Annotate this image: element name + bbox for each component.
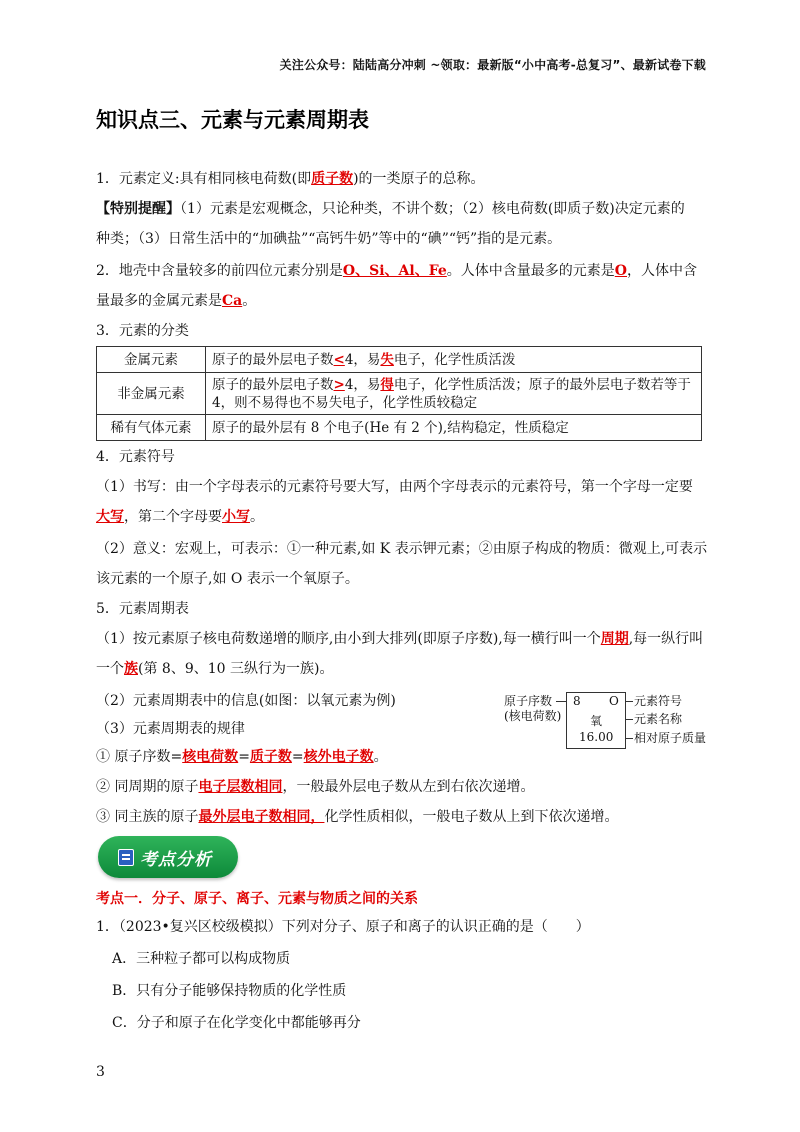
page-header: 关注公众号：陆陆高分冲刺 ~领取：最新版“小中高考-总复习”、最新试卷下载 (279, 58, 706, 72)
pointer-line (556, 701, 566, 702)
page-title: 知识点三、元素与元素周期表 (96, 108, 369, 132)
label-name: 元素名称 (634, 712, 683, 726)
label-symbol: 元素符号 (634, 694, 683, 708)
heading-classification: 3．元素的分类 (96, 323, 189, 339)
element-name: 氧 (590, 714, 603, 728)
rule-3: ③ 同主族的原子最外层电子数相同，化学性质相似，一般电子数从上到下依次递增。 (96, 809, 619, 825)
special-tip: 【特别提醒】（1）元素是宏观概念，只论种类，不讲个数；（2）核电荷数(即质子数)决定元素的 (96, 201, 685, 217)
classification-table (96, 346, 702, 441)
table-cell-value: 原子的最外层电子数>4，易得电子，化学性质活泼；原子的最外层电子数若等于4，则不易得也不易失电子，化学性质较稳定 (206, 373, 702, 415)
paragraph-periodic-arrangement-cont: 一个族(第 8、9、10 三纵行为一族)。 (96, 661, 334, 677)
paragraph-crust-cont: 量最多的金属元素是Ca。 (96, 293, 257, 309)
answer-blank: 周期 (600, 631, 629, 647)
heading-periodic-table: 5．元素周期表 (96, 601, 189, 617)
pointer-line (625, 738, 633, 739)
paragraph-table-info: （2）元素周期表中的信息(如图：以氧元素为例) (96, 693, 396, 709)
paragraph-crust-elements: 2．地壳中含量较多的前四位元素分别是O、Si、Al、Fe。人体中含量最多的元素是O，人体中含 (96, 263, 697, 279)
table-row (97, 415, 702, 441)
heading-symbols: 4．元素符号 (96, 449, 175, 465)
option-a: A．三种粒子都可以构成物质 (112, 951, 291, 967)
analysis-badge (98, 836, 238, 878)
paragraph-symbol-writing-cont: 大写，第二个字母要小写。 (96, 509, 264, 525)
table-cell-key: 稀有气体元素 (97, 415, 206, 441)
paragraph-table-rules: （3）元素周期表的规律 (96, 721, 245, 737)
question-stem: 1．（2023•复兴区校级模拟）下列对分子、原子和离子的认识正确的是（ ） (96, 919, 590, 935)
table-cell-value: 原子的最外层电子数<4，易失电子，化学性质活泼 (206, 347, 702, 373)
answer-blank: 小写 (222, 509, 250, 525)
section-heading: 考点一．分子、原子、离子、元素与物质之间的关系 (96, 891, 418, 907)
page-number: 3 (96, 1064, 105, 1080)
answer-blank: Ca (222, 293, 243, 309)
table-row (97, 373, 702, 415)
answer-blank: O (614, 263, 627, 279)
answer-blank: 族 (124, 661, 138, 677)
element-symbol: O (609, 694, 619, 708)
badge-label: 考点分析 (140, 850, 212, 870)
answer-blank: 大写 (96, 509, 124, 525)
paragraph-symbol-writing: （1）书写：由一个字母表示的元素符号要大写，由两个字母表示的元素符号，第一个字母一定要 (96, 479, 693, 495)
book-icon (118, 849, 134, 866)
pointer-line (625, 719, 633, 720)
element-mass: 16.00 (579, 730, 614, 744)
rule-2: ② 同周期的原子电子层数相同，一般最外层电子数从左到右依次递增。 (96, 779, 535, 795)
answer-blank: O、Si、Al、Fe (342, 263, 447, 279)
element-number: 8 (573, 694, 581, 708)
rule-1: ① 原子序数=核电荷数=质子数=核外电子数。 (96, 749, 388, 765)
option-b: B．只有分子能够保持物质的化学性质 (112, 983, 347, 999)
element-cell (566, 692, 626, 749)
option-c: C．分子和原子在化学变化中都能够再分 (112, 1015, 361, 1031)
pointer-line (625, 701, 633, 702)
label-nuclear-charge: (核电荷数) (504, 709, 562, 723)
paragraph-element-definition: 1．元素定义:具有相同核电荷数(即质子数)的一类原子的总称。 (96, 171, 485, 187)
paragraph-symbol-meaning-cont: 该元素的一个原子,如 O 表示一个氧原子。 (96, 571, 359, 587)
table-cell-key: 金属元素 (97, 347, 206, 373)
oxygen-element-diagram (500, 692, 720, 754)
table-cell-value: 原子的最外层有 8 个电子(He 有 2 个),结构稳定，性质稳定 (206, 415, 702, 441)
label-mass: 相对原子质量 (634, 731, 707, 745)
table-cell-key: 非金属元素 (97, 373, 206, 415)
answer-blank: 质子数 (311, 171, 354, 187)
label-atomic-number: 原子序数 (504, 694, 553, 708)
table-row (97, 347, 702, 373)
paragraph-periodic-arrangement: （1）按元素原子核电荷数递增的顺序,由小到大排列(即原子序数),每一横行叫一个周期,每一纵行叫 (96, 631, 704, 647)
paragraph-symbol-meaning: （2）意义：宏观上，可表示：①一种元素,如 K 表示钾元素；②由原子构成的物质：微观上,可表示 (96, 541, 708, 557)
special-tip-cont: 种类；（3）日常生活中的“加碘盐”“高钙牛奶”等中的“碘”“钙”指的是元素。 (96, 231, 562, 247)
